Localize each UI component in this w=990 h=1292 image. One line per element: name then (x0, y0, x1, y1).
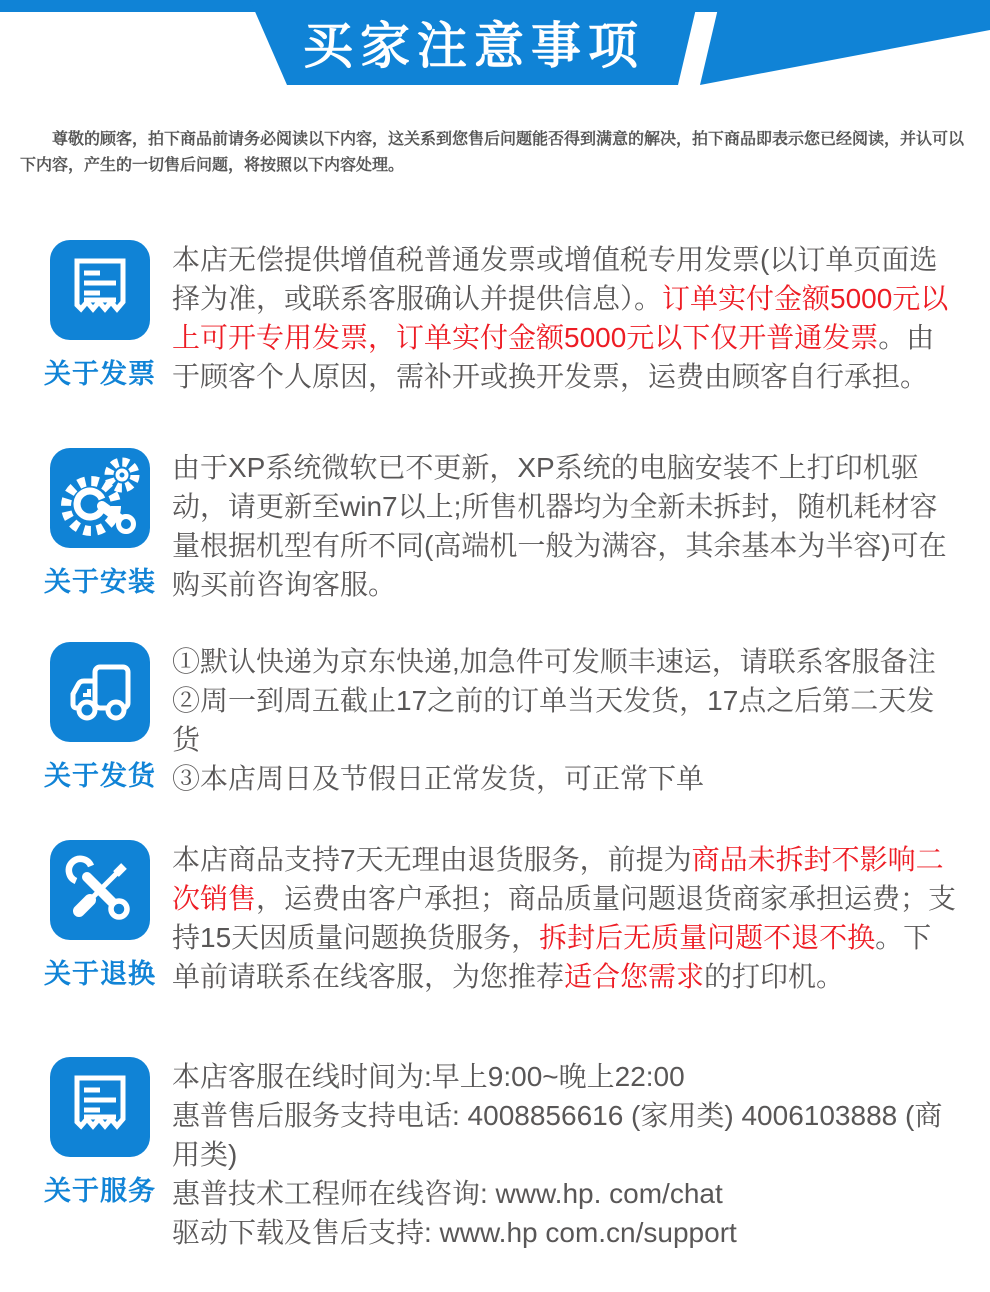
section-label-service: 关于服务 (44, 1175, 156, 1206)
text-line (172, 1213, 958, 1252)
text-line (172, 1096, 958, 1174)
text-line (172, 1174, 958, 1213)
highlighted-text: 适合您需求 (564, 960, 705, 992)
section-icon-column (44, 840, 156, 991)
body-text: 惠普售后服务支持电话: 4008856616 (家用类) 4006103888 (商用类) (172, 1099, 943, 1170)
section-text-installation (172, 448, 958, 604)
body-text: ②周一到周五截止17之前的订单当天发货，17点之后第二天发货 (172, 684, 935, 755)
body-text: ，运费由客户承担；商品质量问题退货商家承担运费；支持15天因质量问题换货服务， (172, 882, 957, 953)
highlighted-text: 订单实付金额5000元以上可开专用发票，订单实付金额5000元以下仅开普通发票 (172, 282, 949, 353)
text-line (172, 642, 958, 681)
gear-wrench-icon (50, 448, 150, 548)
page-title: 买家注意事项 (303, 18, 645, 74)
section-label-invoice: 关于发票 (44, 358, 156, 389)
body-text: 。下单前请联系在线客服，为您推荐 (172, 921, 932, 992)
section-invoice (44, 240, 958, 396)
body-text: 由于XP系统微软已不更新，XP系统的电脑安装不上打印机驱动，请更新至win7以上;所售机器均为全新未拆封，随机耗材容量根据机型有所不同(高端机一般为满容，其余基本为半容)可在购买前咨询客服。 (172, 451, 947, 600)
body-text: 的打印机。 (704, 960, 845, 992)
text-line (172, 681, 958, 759)
text-line (172, 840, 958, 996)
text-line (172, 1057, 958, 1096)
text-line (172, 240, 958, 396)
section-icon-column (44, 240, 156, 391)
body-text: 本店无偿提供增值税普通发票或增值税专用发票(以订单页面选择为准，或联系客服确认并提供信息）。 (172, 243, 938, 314)
section-shipping (44, 642, 958, 798)
truck-icon (50, 642, 150, 742)
section-installation (44, 448, 958, 604)
section-text-shipping (172, 642, 958, 798)
receipt-icon (50, 1057, 150, 1157)
receipt-icon (50, 240, 150, 340)
section-text-invoice (172, 240, 958, 396)
section-text-returns (172, 840, 958, 996)
section-text-service (172, 1057, 958, 1252)
section-icon-column (44, 1057, 156, 1208)
section-label-installation: 关于安装 (44, 566, 156, 597)
section-icon-column (44, 448, 156, 599)
intro-text: 尊敬的顾客，拍下商品前请务必阅读以下内容，这关系到您售后问题能否得到满意的解决，拍下商品即表示您已经阅读，并认可以下内容，产生的一切售后问题，将按照以下内容处理。 (20, 131, 965, 175)
body-text: 。由于顾客个人原因，需补开或换开发票，运费由顾客自行承担。 (172, 321, 935, 392)
body-text: ①默认快递为京东快递,加急件可发顺丰速运，请联系客服备注 (172, 645, 936, 677)
section-service (44, 1057, 958, 1252)
section-label-shipping: 关于发货 (44, 760, 156, 791)
body-text: ③本店周日及节假日正常发货，可正常下单 (172, 762, 705, 794)
section-returns (44, 840, 958, 996)
section-label-returns: 关于退换 (44, 958, 156, 989)
section-icon-column (44, 642, 156, 793)
text-line (172, 448, 958, 604)
text-line (172, 759, 958, 798)
highlighted-text: 拆封后无质量问题不退不换 (539, 921, 876, 953)
body-text: 惠普技术工程师在线咨询: www.hp. com/chat (172, 1177, 723, 1209)
repair-tools-icon (50, 840, 150, 940)
banner (0, 0, 990, 85)
highlighted-text: 商品未拆封不影响二次销售 (172, 843, 944, 914)
body-text: 本店客服在线时间为:早上9:00~晚上22:00 (172, 1060, 685, 1092)
body-text: 本店商品支持7天无理由退货服务，前提为 (172, 843, 692, 875)
body-text: 驱动下载及售后支持: www.hp com.cn/support (172, 1216, 737, 1248)
notice-sections (0, 240, 990, 1292)
